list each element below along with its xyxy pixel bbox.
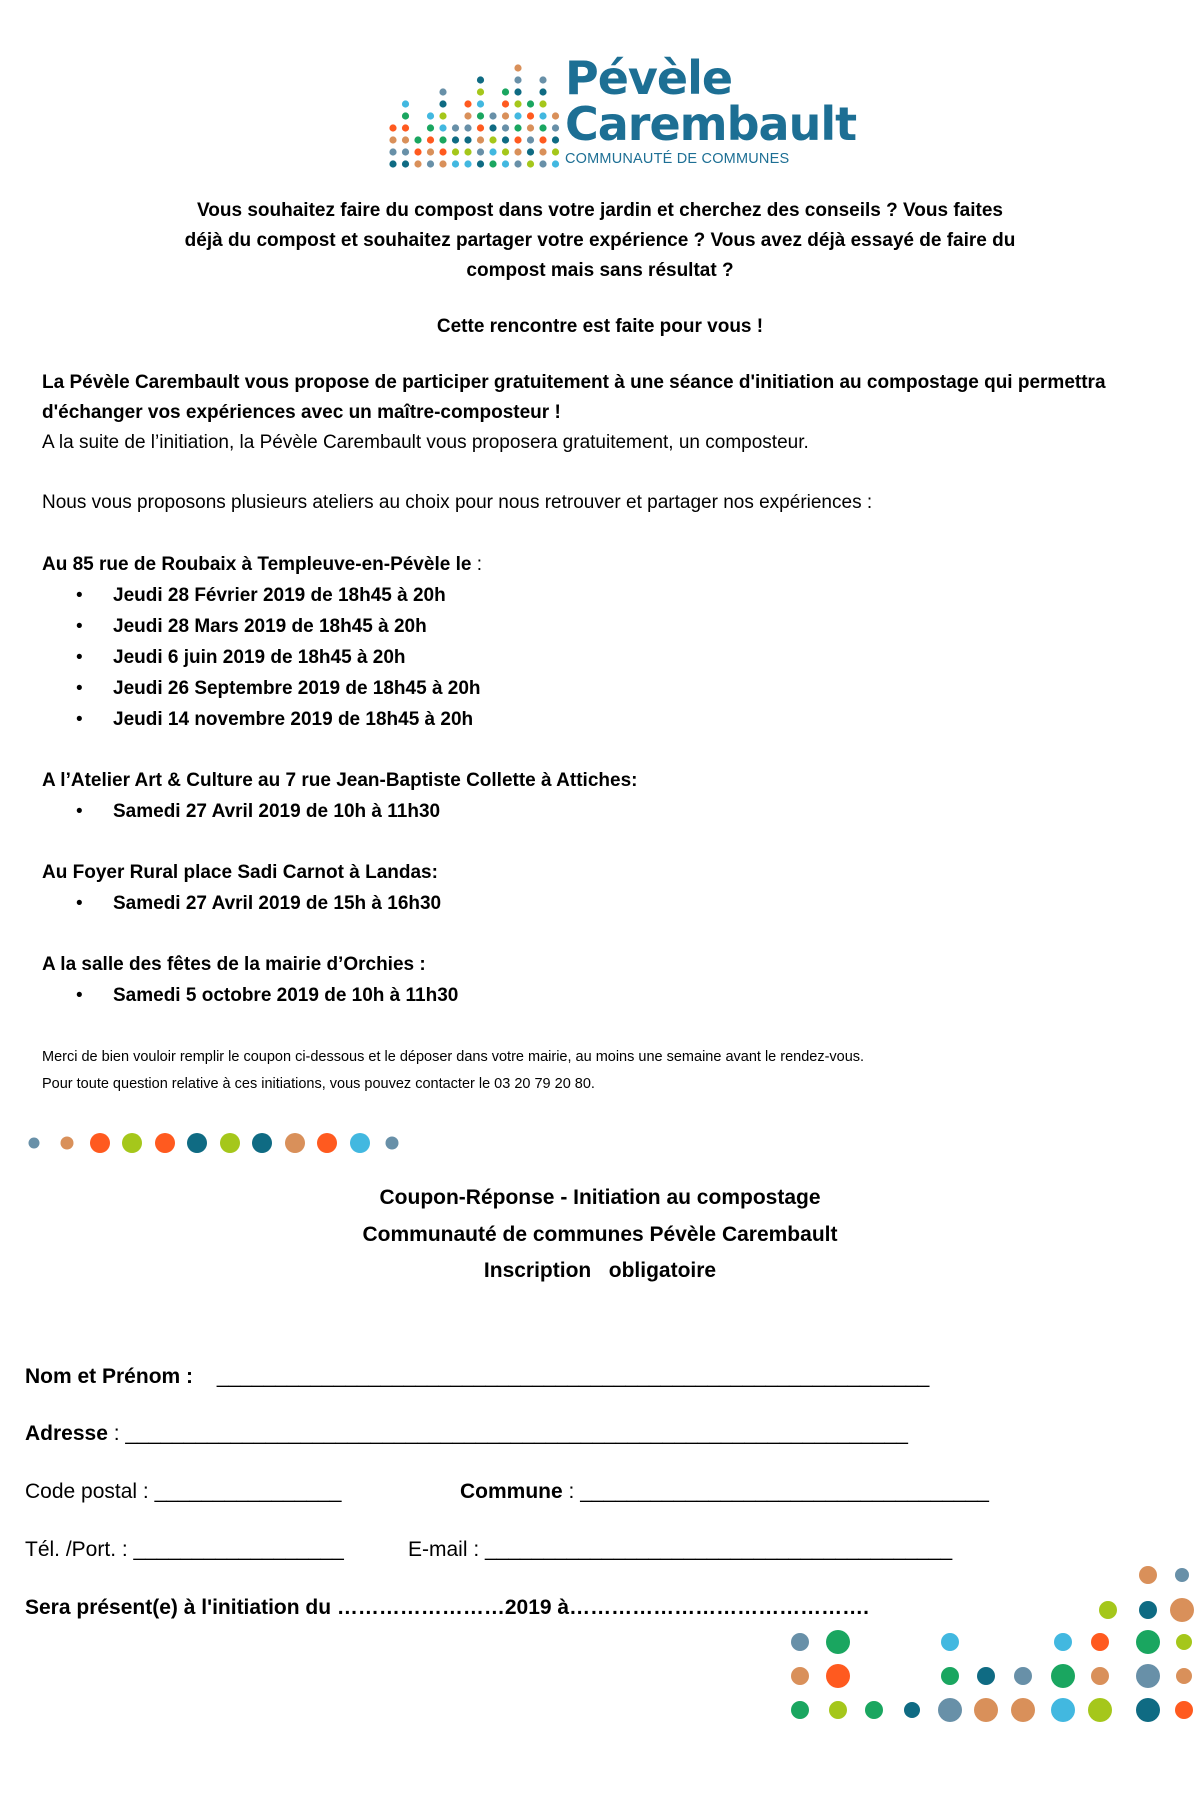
corner-dot: [1176, 1634, 1192, 1650]
logo: [565, 51, 857, 167]
postal-label: Code postal :: [25, 1480, 155, 1503]
intro-line-3: compost mais sans résultat ?: [466, 260, 734, 281]
logo-dot: [414, 136, 421, 143]
logo-dot: [502, 160, 509, 167]
logo-dot: [552, 148, 559, 155]
logo-dot: [402, 112, 409, 119]
form-row-email: [408, 1538, 952, 1562]
logo-dot: [402, 148, 409, 155]
logo-dot: [552, 124, 559, 131]
logo-name-line1: Pévèle: [565, 51, 733, 105]
venue-heading-text: Au 85 rue de Roubaix à Templeuve-en-Pévèle le: [42, 554, 472, 575]
separator-dot: [317, 1133, 337, 1153]
logo-dot: [452, 160, 459, 167]
separator-dot: [155, 1133, 175, 1153]
venue-heading: A la salle des fêtes de la mairie d’Orchies :: [42, 954, 426, 975]
logo-dot: [489, 148, 496, 155]
logo-dot: [427, 148, 434, 155]
separator-dot: [122, 1133, 142, 1153]
logo-dot: [402, 136, 409, 143]
session-list: [42, 796, 1172, 827]
logo-dot: [477, 100, 484, 107]
logo-dot: [439, 136, 446, 143]
phone-field[interactable]: __________________: [133, 1538, 344, 1561]
corner-dot: [1099, 1601, 1117, 1619]
logo-dot: [427, 124, 434, 131]
workshops-intro: Nous vous proposons plusieurs ateliers au choix pour nous retrouver et partager nos expériences :: [42, 492, 873, 513]
corner-dot: [1088, 1698, 1112, 1722]
corner-dot: [1136, 1698, 1160, 1722]
session-item: • Jeudi 6 juin 2019 de 18h45 à 20h: [42, 642, 1172, 673]
logo-dot: [414, 148, 421, 155]
separator-dot: [187, 1133, 207, 1153]
logo-dot: [514, 76, 521, 83]
form-row-address: [25, 1422, 908, 1446]
logo-dot: [502, 148, 509, 155]
intro-line-1: Vous souhaitez faire du compost dans votre jardin et cherchez des conseils ? Vous faites: [197, 200, 1003, 221]
logo-dot: [439, 148, 446, 155]
session-item: • Samedi 27 Avril 2019 de 10h à 11h30: [42, 796, 1172, 827]
coupon-registration: Inscription obligatoire: [483, 1259, 717, 1282]
commune-field[interactable]: : ___________________________________: [562, 1480, 989, 1503]
venue-heading-suffix: :: [471, 554, 482, 575]
corner-dot: [974, 1698, 998, 1722]
logo-dot: [539, 112, 546, 119]
logo-dot: [489, 160, 496, 167]
corner-dot: [977, 1667, 995, 1685]
venue-templeuve: [42, 550, 1172, 735]
logo-dot: [502, 136, 509, 143]
venue-heading: [42, 550, 1172, 580]
logo-dot: [502, 112, 509, 119]
logo-dot: [439, 100, 446, 107]
form-row-phone: [25, 1538, 344, 1562]
logo-dot: [389, 136, 396, 143]
session-list: [42, 580, 1172, 735]
logo-dot: [539, 148, 546, 155]
separator-dot: [220, 1133, 240, 1153]
corner-dot: [1054, 1633, 1072, 1651]
address-label: Adresse: [25, 1422, 108, 1445]
email-label: E-mail :: [408, 1538, 486, 1561]
session-item: • Jeudi 28 Février 2019 de 18h45 à 20h: [42, 580, 1172, 611]
coupon-title: Coupon-Réponse - Initiation au compostage: [379, 1186, 821, 1209]
logo-dot: [477, 136, 484, 143]
corner-dot: [1136, 1630, 1160, 1654]
logo-dot: [452, 148, 459, 155]
postal-field[interactable]: ________________: [154, 1480, 342, 1503]
logo-dot: [414, 160, 421, 167]
logo-dot: [539, 88, 546, 95]
logo-dot: [439, 124, 446, 131]
logo-dot: [502, 88, 509, 95]
logo-dot: [389, 160, 396, 167]
corner-dot: [1051, 1698, 1075, 1722]
logo-dot: [539, 136, 546, 143]
form-row-postal: [25, 1480, 341, 1504]
intro-text: [150, 196, 1050, 286]
logo-dot: [527, 124, 534, 131]
session-item: • Jeudi 26 Septembre 2019 de 18h45 à 20h: [42, 673, 1172, 704]
corner-dot: [1175, 1701, 1193, 1719]
logo-subtitle: COMMUNAUTÉ DE COMMUNES: [565, 151, 790, 167]
corner-dot: [1175, 1568, 1189, 1582]
logo-dot: [439, 160, 446, 167]
logo-dot: [489, 136, 496, 143]
form-row-name: [25, 1365, 929, 1389]
logo-dot: [439, 88, 446, 95]
logo-dot: [389, 124, 396, 131]
corner-dot: [938, 1698, 962, 1722]
phone-label: Tél. /Port. :: [25, 1538, 134, 1561]
logo-dot: [527, 100, 534, 107]
logo-dot: [514, 88, 521, 95]
logo-dot: [477, 76, 484, 83]
intro-line-2: déjà du compost et souhaitez partager votre expérience ? Vous avez déjà essayé de faire du: [184, 230, 1016, 251]
venue-heading: Au Foyer Rural place Sadi Carnot à Landas:: [42, 862, 438, 883]
corner-dot: [1014, 1667, 1032, 1685]
logo-dot: [514, 112, 521, 119]
logo-dot: [527, 136, 534, 143]
logo-dot: [552, 160, 559, 167]
separator-dot: [90, 1133, 110, 1153]
session-item: • Jeudi 28 Mars 2019 de 18h45 à 20h: [42, 611, 1172, 642]
logo-dots-graphic: [385, 40, 575, 175]
logo-dot: [477, 88, 484, 95]
corner-dot: [1091, 1633, 1109, 1651]
logo-dot: [439, 112, 446, 119]
logo-dot: [464, 124, 471, 131]
separator-dot: [61, 1137, 74, 1150]
corner-dot: [1176, 1668, 1192, 1684]
logo-dot: [477, 124, 484, 131]
logo-dot: [502, 100, 509, 107]
email-field[interactable]: ________________________________________: [485, 1538, 953, 1561]
logo-dot: [514, 64, 521, 71]
logo-dot: [402, 160, 409, 167]
logo-dot: [539, 100, 546, 107]
corner-dot: [904, 1702, 920, 1718]
session-item: • Samedi 5 octobre 2019 de 10h à 11h30: [42, 980, 1172, 1011]
logo-dot: [502, 124, 509, 131]
logo-dot: [464, 112, 471, 119]
corner-dot: [1011, 1698, 1035, 1722]
name-field[interactable]: _____________________________________________________________: [216, 1365, 930, 1388]
session-item: • Samedi 27 Avril 2019 de 15h à 16h30: [42, 888, 1172, 919]
session-item: • Jeudi 14 novembre 2019 de 18h45 à 20h: [42, 704, 1172, 735]
logo-dot: [552, 112, 559, 119]
separator-dot: [252, 1133, 272, 1153]
corner-dot: [826, 1664, 850, 1688]
logo-dot: [477, 112, 484, 119]
logo-dot: [389, 148, 396, 155]
logo-dot: [477, 148, 484, 155]
logo-dot: [539, 76, 546, 83]
logo-dot: [427, 136, 434, 143]
logo-dot: [464, 148, 471, 155]
logo-dot: [514, 136, 521, 143]
logo-dot: [514, 124, 521, 131]
corner-dot: [829, 1701, 847, 1719]
logo-dot: [402, 100, 409, 107]
separator-dots: [22, 1128, 412, 1158]
corner-dot: [791, 1633, 809, 1651]
logo-dot: [402, 124, 409, 131]
corner-dot: [1139, 1566, 1157, 1584]
corner-dot: [791, 1701, 809, 1719]
submission-note: [42, 1044, 864, 1098]
corner-dot: [1136, 1664, 1160, 1688]
logo-dot: [427, 112, 434, 119]
logo-name-line2: Carembault: [565, 97, 857, 151]
form-row-commune: [460, 1480, 989, 1504]
separator-dot: [386, 1137, 399, 1150]
corner-dot: [941, 1633, 959, 1651]
corner-dot: [1051, 1664, 1075, 1688]
composter-offer: A la suite de l’initiation, la Pévèle Carembault vous proposera gratuitement, un composteur.: [42, 432, 809, 453]
corner-dots-decoration: [770, 1560, 1200, 1760]
logo-dot: [514, 148, 521, 155]
logo-dot: [427, 160, 434, 167]
note-line-2: Pour toute question relative à ces initiations, vous pouvez contacter le 03 20 79 20 80.: [42, 1076, 595, 1092]
logo-dot: [539, 160, 546, 167]
logo-dot: [452, 124, 459, 131]
separator-dot: [350, 1133, 370, 1153]
tagline: Cette rencontre est faite pour vous !: [436, 316, 764, 337]
logo-dot: [552, 136, 559, 143]
logo-dot: [527, 148, 534, 155]
logo-dot: [464, 100, 471, 107]
address-field[interactable]: : ___________________________________________________________________: [107, 1422, 908, 1445]
logo-dot: [527, 112, 534, 119]
logo-dot: [464, 136, 471, 143]
logo-dot: [489, 124, 496, 131]
corner-dot: [865, 1701, 883, 1719]
corner-dot: [1139, 1601, 1157, 1619]
corner-dot: [826, 1630, 850, 1654]
logo-dot: [489, 112, 496, 119]
corner-dot: [1170, 1598, 1194, 1622]
attendance-line[interactable]: Sera présent(e) à l'initiation du ……………………2019 à…………………………………….: [25, 1596, 869, 1619]
coupon-organisation: Communauté de communes Pévèle Carembault: [362, 1223, 838, 1246]
venue-attiches: [42, 766, 1172, 827]
logo-dot: [464, 160, 471, 167]
logo-dot: [514, 160, 521, 167]
venue-heading: A l’Atelier Art & Culture au 7 rue Jean-Baptiste Collette à Attiches:: [42, 770, 638, 791]
logo-dot: [539, 124, 546, 131]
corner-dot: [941, 1667, 959, 1685]
logo-dot: [527, 160, 534, 167]
commune-label: Commune: [460, 1480, 563, 1503]
venue-landas: [42, 858, 1172, 919]
venue-orchies: [42, 950, 1172, 1011]
invitation-line-2: d'échanger vos expériences avec un maître-composteur !: [42, 402, 561, 423]
separator-dot: [285, 1133, 305, 1153]
name-label: Nom et Prénom :: [25, 1365, 194, 1388]
logo-dot: [452, 136, 459, 143]
corner-dot: [1091, 1667, 1109, 1685]
logo-dot: [477, 160, 484, 167]
logo-dot: [514, 100, 521, 107]
note-line-1: Merci de bien vouloir remplir le coupon ci-dessous et le déposer dans votre mairie, au moins une semaine avant le rendez-vous.: [42, 1049, 865, 1065]
separator-dot: [29, 1138, 40, 1149]
invitation-line-1: La Pévèle Carembault vous propose de participer gratuitement à une séance d'initiation au compostage qui permettra: [42, 372, 1106, 393]
invitation-paragraph: [42, 368, 1172, 458]
session-list: [42, 888, 1172, 919]
session-list: [42, 980, 1172, 1011]
corner-dot: [791, 1667, 809, 1685]
